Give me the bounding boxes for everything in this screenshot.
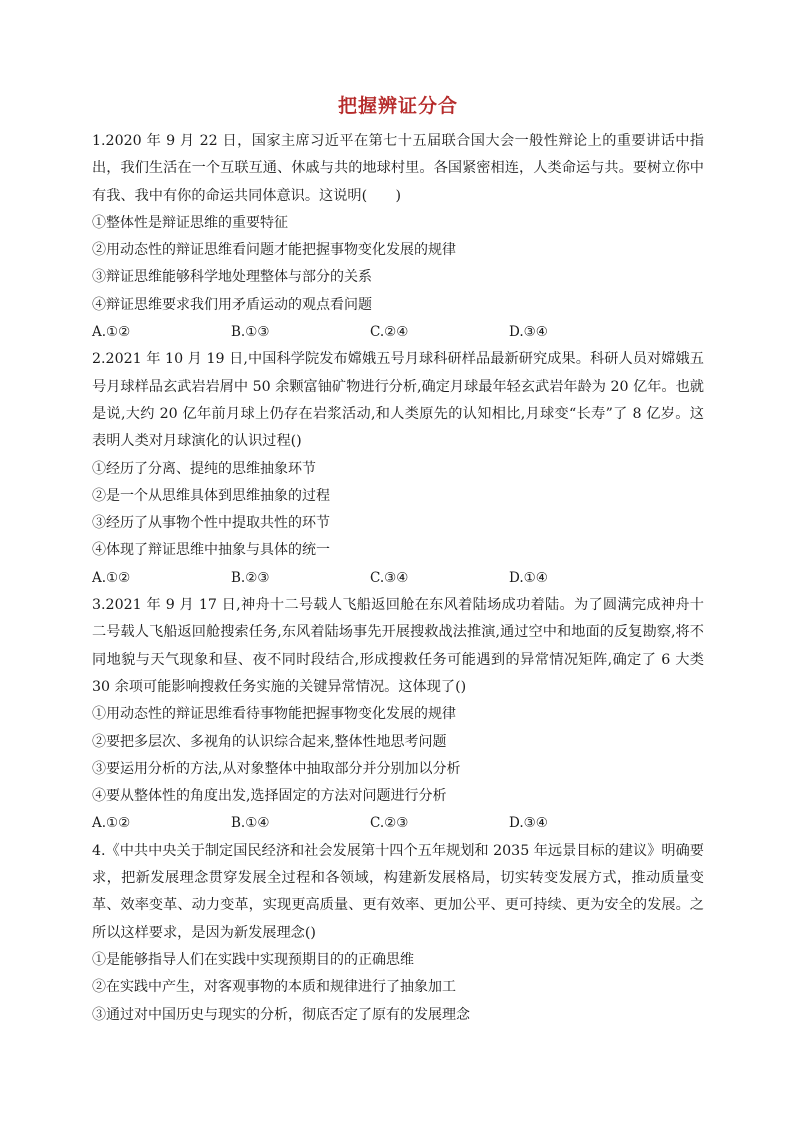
question-stem: 1.2020 年 9 月 22 日，国家主席习近平在第七十五届联合国大会一般性辩论上的重要讲话中指出，我们生活在一个互联互通、休戚与共的地球村里。各国紧密相连，人类命运与共。要树立你中有我、我中有你的命运共同体意识。这说明( ) (92, 133, 704, 204)
answer-choice-c: C.②④ (370, 324, 409, 341)
answer-choice-b: B.①④ (231, 815, 270, 832)
statement-option: ①用动态性的辩证思维看待事物能把握事物变化发展的规律 (92, 706, 456, 723)
question-4 (92, 838, 704, 1029)
answer-choice-d: D.③④ (509, 815, 548, 832)
answer-choice-c: C.②③ (370, 815, 409, 832)
question-stem: 2.2021 年 10 月 19 日,中国科学院发布嫦娥五号月球科研样品最新研究成果。科研人员对嫦娥五号月球样品玄武岩岩屑中 50 余颗富铀矿物进行分析,确定月球最年轻玄武岩年龄为 20 亿年。也就是说,大约 20 亿年前月球上仍存在岩浆活动,和人类原先的认知相比,月球变“长寿”了 8 亿岁。这表明人类对月球演化的认识过程() (92, 351, 704, 450)
answer-choices (92, 810, 704, 837)
statement-option: ②在实践中产生，对客观事物的本质和规律进行了抽象加工 (92, 979, 456, 996)
answer-choice-d: D.③④ (509, 324, 548, 341)
answer-choice-a: A.①② (92, 815, 131, 832)
question-1 (92, 128, 704, 346)
statement-option: ②用动态性的辩证思维看问题才能把握事物变化发展的规律 (92, 242, 456, 259)
statement-option: ③要运用分析的方法,从对象整体中抽取部分并分别加以分析 (92, 760, 461, 777)
statement-option: ①是能够指导人们在实践中实现预期目的的正确思维 (92, 951, 414, 968)
question-stem: 4.《中共中央关于制定国民经济和社会发展第十四个五年规划和 2035 年远景目标的建议》明确要求，把新发展理念贯穿发展全过程和各领域，构建新发展格局，切实转变发展方式，推动质量变革、效率变革、动力变革，实现更高质量、更有效率、更加公平、更可持续、更为安全的发展。之所以这样要求，是因为新发展理念() (92, 842, 704, 941)
answer-choice-c: C.③④ (370, 569, 409, 586)
question-3 (92, 592, 704, 838)
statement-option: ②是一个从思维具体到思维抽象的过程 (92, 487, 330, 504)
question-stem: 3.2021 年 9 月 17 日,神舟十二号载人飞船返回舱在东风着陆场成功着陆。为了圆满完成神舟十二号载人飞船返回舱搜索任务,东风着陆场事先开展搜救战法推演,通过空中和地面的反复勘察,将不同地貌与天气现象和昼、夜不同时段结合,形成搜救任务可能遇到的异常情况矩阵,确定了 6 大类 30 余项可能影响搜救任务实施的关键异常情况。这体现了() (92, 597, 704, 695)
statement-option: ④要从整体性的角度出发,选择固定的方法对问题进行分析 (92, 788, 447, 805)
answer-choice-d: D.①④ (509, 569, 548, 586)
answer-choice-a: A.①② (92, 569, 131, 586)
answer-choices (92, 319, 704, 346)
answer-choice-b: B.①③ (231, 324, 270, 341)
statement-option: ①整体性是辩证思维的重要特征 (92, 214, 288, 231)
statement-option: ①经历了分离、提纯的思维抽象环节 (92, 460, 316, 477)
statement-option: ③辩证思维能够科学地处理整体与部分的关系 (92, 269, 372, 286)
answer-choice-a: A.①② (92, 324, 131, 341)
statement-option: ②要把多层次、多视角的认识综合起来,整体性地思考问题 (92, 733, 447, 750)
statement-option: ④辩证思维要求我们用矛盾运动的观点看问题 (92, 296, 372, 313)
answer-choices (92, 565, 704, 592)
question-2 (92, 346, 704, 592)
document-title: 把握辨证分合 (337, 95, 458, 117)
answer-choice-b: B.②③ (231, 569, 270, 586)
statement-option: ③经历了从事物个性中提取共性的环节 (92, 515, 330, 532)
statement-option: ③通过对中国历史与现实的分析，彻底否定了原有的发展理念 (92, 1006, 470, 1023)
document-page (92, 92, 704, 1029)
statement-option: ④体现了辩证思维中抽象与具体的统一 (92, 542, 330, 559)
